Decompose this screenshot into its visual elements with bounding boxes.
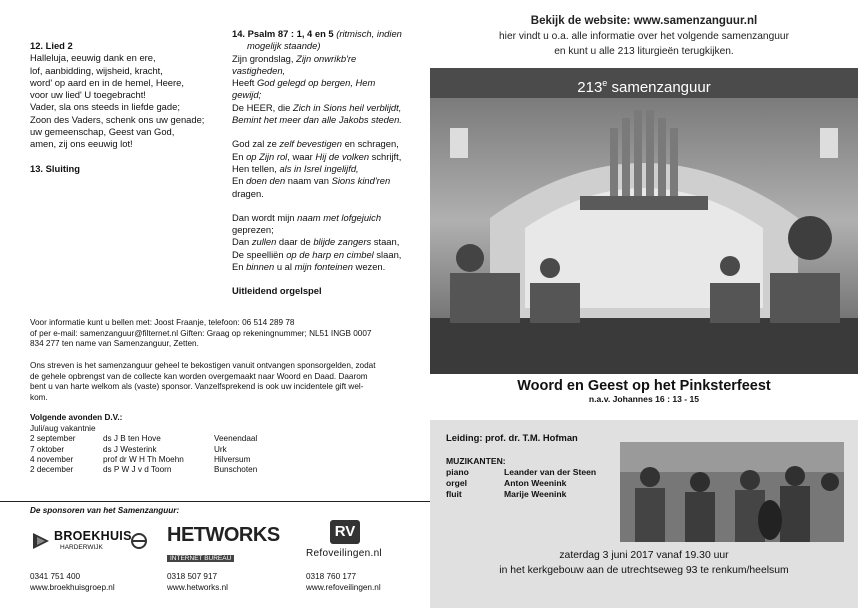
psalm-stanza-1 — [232, 53, 428, 127]
psalm-segment: gewijd; — [232, 89, 262, 101]
sponsor-url: www.refoveilingen.nl — [306, 582, 381, 592]
psalm-segment: u al — [274, 261, 295, 273]
psalm-segment: naam met lofgejuich — [297, 211, 382, 223]
schedule-cell: Veenendaal — [214, 434, 258, 444]
musician-name: Marije Weenink — [504, 489, 567, 499]
psalm-subtitle-2: mogelijk staande) — [247, 40, 321, 52]
psalm-stanza-2 — [232, 138, 428, 199]
psalm-line — [232, 188, 428, 200]
musician-instrument: piano — [446, 467, 469, 477]
streven-line-2: de gehele opbrengst van de collecte kan worden overgemaakt naar Woord en Daad. Daarom — [30, 371, 368, 381]
psalm-line — [232, 224, 428, 236]
contact-line-1: Voor informatie kunt u bellen met: Joost Fraanje, telefoon: 06 514 289 78 — [30, 318, 295, 327]
schedule-cell: Urk — [214, 444, 227, 454]
psalm-line — [232, 163, 428, 175]
psalm-87 — [232, 28, 428, 298]
schedule-row — [30, 465, 294, 475]
sponsor-contact-1 — [167, 572, 228, 593]
theme-sub: n.a.v. Johannes 16 : 13 - 15 — [588, 394, 700, 404]
psalm-segment: , waar — [287, 150, 316, 162]
schedule-row — [30, 445, 294, 455]
website-desc-2: en kunt u alle 213 liturgieën terugkijken. — [554, 46, 734, 57]
lied-line: lof, aanbidding, wijsheid, kracht, — [30, 64, 163, 76]
psalm-segment: vastigheden, — [232, 64, 286, 76]
schedule-table — [30, 434, 294, 476]
event-info — [430, 548, 858, 578]
lied-line: voor uw lied' U toegebracht! — [30, 89, 146, 101]
psalm-segment: Dan wordt mijn — [232, 211, 298, 223]
sponsor-phone: 0341 751 400 — [30, 572, 81, 581]
contact-line-3: 834 277 ten name van Samenzanguur, Zetten. — [30, 339, 199, 349]
hetworks-logo — [167, 524, 287, 560]
refoveilingen-logo — [306, 520, 426, 568]
sponsor-contact-2 — [306, 572, 381, 593]
psalm-line — [232, 261, 428, 273]
psalm-segment: En — [232, 175, 247, 187]
schedule-cell: 4 november — [30, 455, 74, 464]
lied-line: Halleluja, eeuwig dank en ere, — [30, 52, 156, 64]
psalm-segment: Heeft — [232, 77, 258, 89]
lied-12 — [30, 40, 230, 175]
psalm-segment: naam van — [285, 175, 332, 187]
divider — [0, 501, 430, 502]
musician-name: Leander van der Steen — [504, 467, 597, 477]
psalm-title: 14. Psalm 87 : 1, 4 en 5 — [232, 28, 334, 39]
psalm-line — [232, 212, 428, 224]
lied-12-title: 12. Lied 2 — [30, 40, 73, 51]
edition-sup: e — [602, 78, 608, 88]
schedule-cell: prof dr W H Th Moehn — [103, 455, 184, 464]
schedule-cell: Hilversum — [214, 455, 251, 464]
schedule — [30, 413, 430, 476]
psalm-segment: schrijft, — [369, 150, 402, 162]
psalm-segment: Sions kind'ren — [331, 175, 391, 187]
schedule-row — [30, 434, 294, 444]
lied-line: Zoon des Vaders, schenk ons uw genade; — [30, 113, 205, 125]
sponsor-phone: 0318 760 177 — [306, 572, 357, 581]
psalm-line — [232, 89, 428, 101]
leiding-label: Leiding: — [446, 432, 483, 443]
musician-instrument: orgel — [446, 478, 468, 488]
psalm-segment: als in Isrel ingelijfd, — [279, 162, 359, 174]
uitleidend-orgelspel: Uitleidend orgelspel — [232, 285, 322, 297]
psalm-segment: geprezen; — [232, 224, 274, 236]
schedule-cell: ds J Westerink — [103, 444, 157, 454]
sponsor-contact-0 — [30, 572, 115, 593]
psalm-segment: Zijn onwrikb're — [296, 52, 357, 64]
psalm-line — [232, 151, 428, 163]
lied-12-lines — [30, 52, 230, 150]
hetworks-name: HETWORKS — [167, 524, 280, 546]
psalm-line — [232, 236, 428, 248]
schedule-cell: 2 december — [30, 465, 74, 475]
refoveilingen-sub: Refoveilingen.nl — [306, 548, 382, 559]
musician-name: Anton Weenink — [504, 478, 567, 488]
event-date: zaterdag 3 juni 2017 vanaf 19.30 uur — [559, 550, 729, 561]
psalm-segment: Zich in Sions heil verblijdt, — [292, 101, 402, 113]
musician-row — [446, 478, 602, 489]
contact-info — [30, 318, 430, 350]
theme-title: Woord en Geest op het Pinksterfeest — [517, 378, 771, 394]
theme — [430, 378, 858, 404]
contact-line-2: of per e-mail: samenzanguur@filternet.nl Giften: Graag op rekeningnummer; NL51 INGB 0007 — [30, 328, 372, 338]
psalm-line — [232, 114, 428, 126]
sponsor-info — [30, 361, 430, 403]
lied-line: amen, zij ons eeuwig lot! — [30, 138, 133, 150]
broekhuis-sub: HARDERWIJK — [60, 544, 103, 551]
psalm-segment: Hen tellen, — [232, 162, 280, 174]
website-desc-1: hier vindt u o.a. alle informatie over het volgende samenzanguur — [499, 31, 789, 42]
website-line: Bekijk de website: www.samenzanguur.nl — [530, 15, 758, 27]
schedule-title: Volgende avonden D.V.: — [30, 413, 123, 422]
schedule-cell: Bunschoten — [214, 465, 258, 475]
broekhuis-name: BROEKHUIS — [54, 529, 132, 543]
psalm-line — [232, 53, 428, 65]
psalm-segment: Dan — [232, 236, 252, 248]
musician-row — [446, 467, 602, 478]
hetworks-sub: INTERNET BUREAU — [167, 555, 234, 562]
musician-instrument: fluit — [446, 489, 462, 499]
psalm-segment: wezen. — [352, 261, 386, 273]
psalm-segment: Zijn grondslag, — [232, 52, 297, 64]
lied-line: uw gemeenschap, Geest van God, — [30, 126, 175, 138]
psalm-segment: daar de — [276, 236, 314, 248]
schedule-cell: ds P W J v d Toorn — [103, 465, 172, 475]
psalm-segment: doen den — [246, 175, 286, 187]
sponsor-phone: 0318 507 917 — [167, 572, 218, 581]
streven-line-1: Ons streven is het samenzanguur geheel te bekostigen vanuit ontvangen sponsorgelden, zodat — [30, 361, 376, 370]
psalm-segment: zelf bevestigen — [279, 138, 342, 150]
volvo-icon — [130, 532, 148, 550]
lied-line: Vader, sla ons steeds in liefde gade; — [30, 101, 180, 113]
orchestra-photo — [620, 442, 844, 542]
schedule-vakantie: Juli/aug vakantnie — [30, 423, 96, 433]
psalm-segment: en schragen, — [341, 138, 399, 150]
streven-line-3: bent u van harte welkom als (vaste) sponsor. Vanzelfsprekend is ook uw incidentele gift wel- — [30, 382, 364, 392]
psalm-segment: slaan, — [373, 248, 402, 260]
leiding-name: prof. dr. T.M. Hofman — [485, 432, 578, 443]
edition-band — [430, 68, 858, 98]
edition-text: samenzanguur — [607, 79, 711, 96]
psalm-segment: binnen — [246, 261, 275, 273]
website-info — [430, 14, 858, 59]
broekhuis-emblem-icon — [30, 530, 52, 552]
church-photo — [430, 68, 858, 374]
psalm-line — [232, 138, 428, 150]
psalm-segment: Hij de volken — [315, 150, 370, 162]
psalm-line — [232, 65, 428, 77]
sponsors-title: De sponsoren van het Samenzanguur: — [30, 506, 180, 515]
musician-row — [446, 489, 602, 500]
rv-badge: RV — [330, 520, 360, 544]
broekhuis-logo — [30, 527, 150, 557]
psalm-segment: Bemint het meer dan alle Jakobs steden. — [232, 114, 402, 126]
schedule-cell: 2 september — [30, 434, 76, 444]
muzikanten-label: MUZIKANTEN: — [446, 456, 506, 466]
lower-panel — [430, 420, 858, 608]
schedule-cell: 7 oktober — [30, 444, 65, 454]
psalm-segment: zullen — [251, 236, 277, 248]
edition-number: 213 — [577, 79, 603, 96]
schedule-cell: ds J B ten Hove — [103, 434, 161, 444]
psalm-line — [232, 249, 428, 261]
event-location: in het kerkgebouw aan de utrechtseweg 93 te renkum/heelsum — [499, 565, 789, 576]
sponsor-url: www.hetworks.nl — [167, 582, 228, 592]
psalm-segment: De HEER, die — [232, 101, 293, 113]
psalm-segment: God gelegd op bergen, Hem — [257, 77, 376, 89]
psalm-segment: mijn fonteinen — [294, 261, 353, 273]
psalm-line — [232, 175, 428, 187]
sluiting: 13. Sluiting — [30, 162, 81, 174]
streven-line-4: kom. — [30, 392, 48, 402]
psalm-segment: En — [232, 150, 247, 162]
sponsor-url: www.broekhuisgroep.nl — [30, 582, 115, 592]
church-interior-image — [430, 68, 858, 374]
psalm-segment: op Zijn rol — [246, 150, 288, 162]
psalm-segment: En — [232, 261, 247, 273]
psalm-line — [232, 102, 428, 114]
psalm-segment: dragen. — [232, 187, 264, 199]
musicians-table — [446, 467, 602, 500]
psalm-stanza-3 — [232, 212, 428, 273]
lied-line: word' op aard en in de hemel, Heere, — [30, 76, 184, 88]
psalm-segment: staan, — [371, 236, 400, 248]
psalm-subtitle-1: (ritmisch, indien — [336, 28, 402, 39]
schedule-row — [30, 455, 294, 465]
leiding — [446, 432, 578, 443]
psalm-segment: De speelliën — [232, 248, 287, 260]
psalm-segment: God zal ze — [232, 138, 280, 150]
psalm-segment: blijde zangers — [313, 236, 372, 248]
psalm-line — [232, 77, 428, 89]
psalm-segment: op de harp en cimbel — [286, 248, 374, 260]
